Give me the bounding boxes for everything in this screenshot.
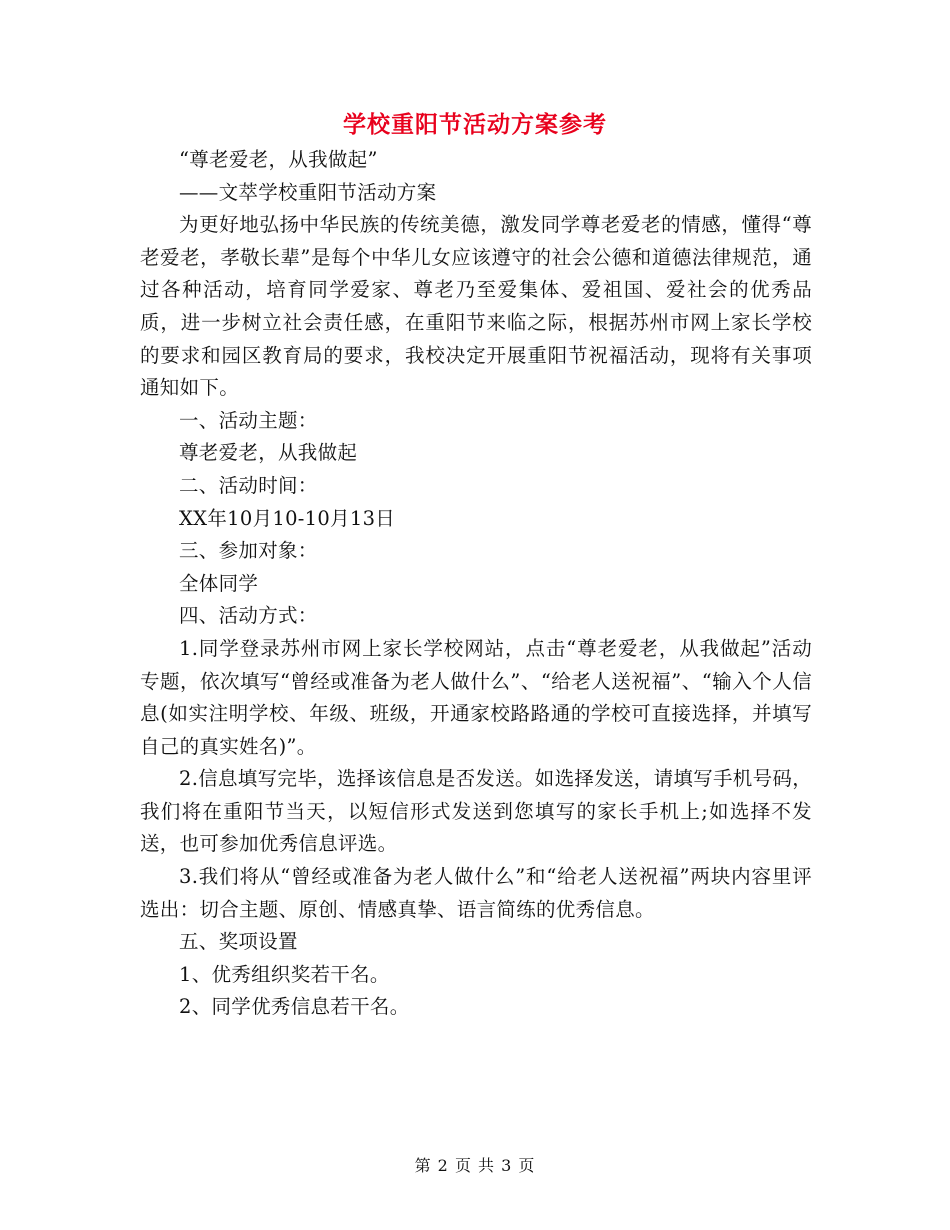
paragraph-method-2: 2.信息填写完毕，选择该信息是否发送。如选择发送，请填写手机号码，我们将在重阳节当天，以短信形式发送到您填写的家长手机上;如选择不发送，也可参加优秀信息评选。	[140, 767, 813, 856]
section-heading-theme: 一、活动主题：	[179, 408, 318, 432]
paragraph-intro: 为更好地弘扬中华民族的传统美德，激发同学尊老爱老的情感，懂得“尊老爱老，孝敬长辈”是每个中华儿女应该遵守的社会公德和道德法律规范，通过各种活动，培育同学爱家、尊老乃至爱集体、爱祖国、爱社会的优秀品质，进一步树立社会责任感，在重阳节来临之际，根据苏州市网上家长学校的要求和园区教育局的要求，我校决定开展重阳节祝福活动，现将有关事项通知如下。	[140, 213, 812, 400]
paragraph-slogan: “尊老爱老，从我做起”	[179, 148, 378, 171]
paragraph-award-2: 2、同学优秀信息若干名。	[179, 995, 410, 1019]
paragraph-participants: 全体同学	[179, 571, 259, 595]
document-title: 学校重阳节活动方案参考	[343, 111, 607, 138]
section-heading-participants: 三、参加对象：	[179, 539, 318, 563]
paragraph-award-1: 1、优秀组织奖若干名。	[179, 962, 390, 986]
section-heading-time: 二、活动时间：	[179, 473, 318, 497]
paragraph-method-1: 1.同学登录苏州市网上家长学校网站，点击“尊老爱老，从我做起”活动专题，依次填写“曾经或准备为老人做什么”、“给老人送祝福”、“输入个人信息(如实注明学校、年级、班级，开通家校路路通的学校可直接选择，并填写自己的真实姓名)”。	[140, 636, 812, 758]
paragraph-subtitle: ——文萃学校重阳节活动方案	[179, 180, 437, 204]
page-footer: 第 2 页 共 3 页	[414, 1156, 536, 1175]
paragraph-time: XX年10月10-10月13日	[179, 506, 396, 530]
paragraph-theme: 尊老爱老，从我做起	[179, 441, 358, 465]
section-heading-method: 四、活动方式：	[179, 604, 318, 628]
document-body	[140, 144, 812, 1024]
section-heading-awards: 五、奖项设置	[179, 930, 298, 954]
paragraph-method-3: 3.我们将从“曾经或准备为老人做什么”和“给老人送祝福”两块内容里评选出：切合主题、原创、情感真挚、语言简练的优秀信息。	[140, 865, 812, 921]
